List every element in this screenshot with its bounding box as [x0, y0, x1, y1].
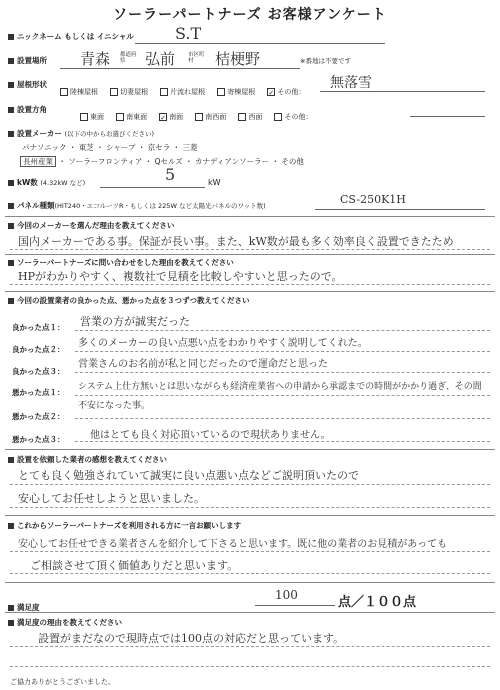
checkbox-icon: [274, 113, 282, 121]
answer-line: [75, 441, 490, 442]
bullet-icon: [8, 620, 14, 626]
good2-answer: 多くのメーカーの良い点悪い点をわかりやすく説明してくれた。: [78, 338, 368, 349]
roof-option[interactable]: 切妻屋根: [110, 87, 148, 97]
checkbox-checked-icon: ✓: [160, 114, 167, 122]
roof-option[interactable]: 陸棟屋根: [60, 87, 98, 97]
satisfaction-value: 100: [275, 588, 298, 602]
bullet-icon: [8, 605, 14, 611]
bad3-answer: 他はとても良く対応頂いているので現状ありません。: [90, 430, 331, 441]
page-title: ソーラーパートナーズ お客様アンケート: [113, 7, 387, 23]
direction-option[interactable]: 西面: [238, 112, 262, 122]
bullet-icon: [8, 180, 14, 186]
bad1-label: 悪かった点１：: [12, 388, 65, 397]
location-underline: [60, 68, 300, 69]
q4-label: 設置を依頼した業者の感想を教えてください: [8, 454, 167, 465]
answer-line: [10, 666, 490, 667]
roof-shape-label: 屋根形状: [8, 79, 47, 90]
satisfaction-label: 満足度: [8, 602, 40, 613]
q2-answer: HPがわかりやすく、複数社で見積を比較しやすいと思ったので。: [18, 270, 343, 283]
answer-line: [10, 249, 490, 250]
answer-line: [75, 351, 490, 352]
roof-option[interactable]: 寄棟屋根: [217, 87, 255, 97]
divider: [5, 612, 495, 613]
location-label: 設置場所: [8, 55, 47, 66]
nickname-underline: [135, 43, 385, 44]
answer-line: [75, 372, 490, 373]
answer-line: [10, 507, 490, 508]
roof-option[interactable]: 片流れ屋根: [160, 87, 205, 97]
panel-label: パネル種類(HIT240・エコルーツR・もしくは 225W など太陽光パネルのワット数): [8, 200, 266, 211]
bad3-label: 悪かった点３：: [12, 435, 65, 444]
bullet-icon: [8, 260, 14, 266]
q2-label: ソーラーパートナーズに問い合わせをした理由を教えてください: [8, 257, 234, 268]
checkbox-icon: [160, 88, 168, 96]
bullet-icon: [8, 223, 14, 229]
city-suffix: 市区町村: [188, 52, 205, 64]
q4-line2: 安心してお任せしようと思いました。: [18, 492, 205, 505]
checkbox-icon: [116, 113, 124, 121]
direction-options: [80, 104, 319, 123]
maker-row1: パナソニック ・ 東芝 ・ シャープ ・ 京セラ ・ 三菱: [22, 143, 198, 152]
bullet-icon: [8, 58, 14, 64]
answer-line: [10, 484, 490, 485]
answer-line: [75, 330, 490, 331]
roof-other-underline: [320, 91, 485, 92]
pref-suffix: 都道府県: [120, 52, 137, 64]
location-pref: 青森: [80, 50, 111, 68]
answer-line: [10, 646, 490, 647]
footer-thanks: ご協力ありがとうございました。: [10, 678, 115, 686]
bullet-icon: [8, 298, 14, 304]
answer-line: [10, 284, 490, 285]
bullet-icon: [8, 523, 14, 529]
answer-line: [75, 395, 490, 396]
location-city: 弘前: [145, 50, 176, 68]
q5-label: これからソーラーパートナーズを利用される方に一言お願いします: [8, 520, 241, 531]
good3-label: 良かった点３：: [12, 367, 65, 376]
panel-value: CS-250K1H: [340, 193, 406, 206]
roof-shape-options: [60, 79, 312, 98]
direction-option-selected[interactable]: ✓ 南面: [160, 113, 184, 122]
nickname-value: S.T: [175, 24, 202, 43]
bad2-label: 悪かった点２：: [12, 412, 65, 421]
checkbox-icon: [217, 88, 225, 96]
kw-value: 5: [165, 165, 176, 184]
bullet-icon: [8, 82, 14, 88]
roof-option-other[interactable]: ✓ その他：: [268, 88, 306, 97]
nickname-label: ニックネーム もしくは イニシャル: [8, 31, 134, 42]
checkbox-checked-icon: ✓: [268, 89, 275, 97]
q4-line1: とても良く勉強されていて誠実に良い点悪い点などご説明頂いたので: [18, 469, 359, 482]
q1-answer: 国内メーカーである事。保証が長い事。また、kW数が最も多く効率良く設置できたため: [18, 235, 454, 248]
bullet-icon: [8, 457, 14, 463]
checkbox-icon: [110, 88, 118, 96]
reason-answer: 設置がまだなので現時点では100点の対応だと思っています。: [38, 632, 345, 645]
checkbox-icon: [195, 113, 203, 121]
maker-row2: 長州産業 ・ ソーラーフロンティア ・ Qセルズ ・ カナディアンソーラー ・ その他: [20, 156, 304, 167]
divider: [5, 449, 495, 450]
direction-other-underline: [410, 116, 485, 117]
divider: [5, 254, 495, 255]
kw-label: kW数 (4.32kW など): [8, 177, 85, 188]
location-note: ※番地は不要です: [300, 57, 351, 65]
answer-line: [10, 573, 490, 574]
panel-underline: [315, 209, 485, 210]
direction-label: 設置方角: [8, 104, 47, 115]
checkbox-icon: [60, 88, 68, 96]
location-town: 桔梗野: [215, 50, 261, 68]
answer-line: [75, 418, 490, 419]
bullet-icon: [8, 107, 14, 113]
q3-label: 今回の設置業者の良かった点、悪かった点を３つずつ教えてください: [8, 295, 250, 306]
maker-selected[interactable]: 長州産業: [20, 156, 56, 167]
maker-label: 設置メーカー (以下の中からお選びください): [8, 128, 154, 139]
satisfaction-suffix: 点／１００点: [338, 595, 417, 610]
good1-label: 良かった点１：: [12, 323, 65, 332]
q1-label: 今回のメーカーを選んだ理由を教えてください: [8, 220, 174, 231]
good2-label: 良かった点２：: [12, 345, 65, 354]
good3-answer: 営業さんのお名前が私と同じだったので運命だと思った: [78, 359, 328, 370]
checkbox-icon: [80, 113, 88, 121]
good1-answer: 営業の方が誠実だった: [80, 315, 190, 328]
satisfaction-underline: [255, 605, 335, 606]
direction-option[interactable]: 南東面: [116, 112, 147, 122]
divider: [5, 582, 495, 583]
direction-option[interactable]: 東面: [80, 112, 104, 122]
divider: [5, 291, 495, 292]
checkbox-icon: [238, 113, 246, 121]
q5-line1: 安心してお任せできる業者さんを紹介して下さると思います。既に他の業者のお見積があっても: [18, 539, 448, 550]
roof-other-value: 無落雪: [330, 75, 372, 91]
direction-option[interactable]: 南西面: [195, 112, 226, 122]
divider: [5, 515, 495, 516]
kw-underline: [100, 187, 205, 188]
bullet-icon: [8, 203, 14, 209]
divider: [5, 216, 495, 217]
kw-unit: kW: [208, 178, 221, 187]
q5-line2: ご相談させて頂く価値ありだと思います。: [30, 559, 239, 572]
direction-option[interactable]: その他：: [274, 112, 312, 122]
answer-line: [10, 551, 490, 552]
reason-label: 満足度の理由を教えてください: [8, 617, 122, 628]
bullet-icon: [8, 131, 14, 137]
bullet-icon: [8, 34, 14, 40]
bad1-answer: システム上仕方無いとは思いながらも経済産業省への申請から承認までの時間がかかり過ぎ、その間不安になった事。: [78, 382, 482, 411]
